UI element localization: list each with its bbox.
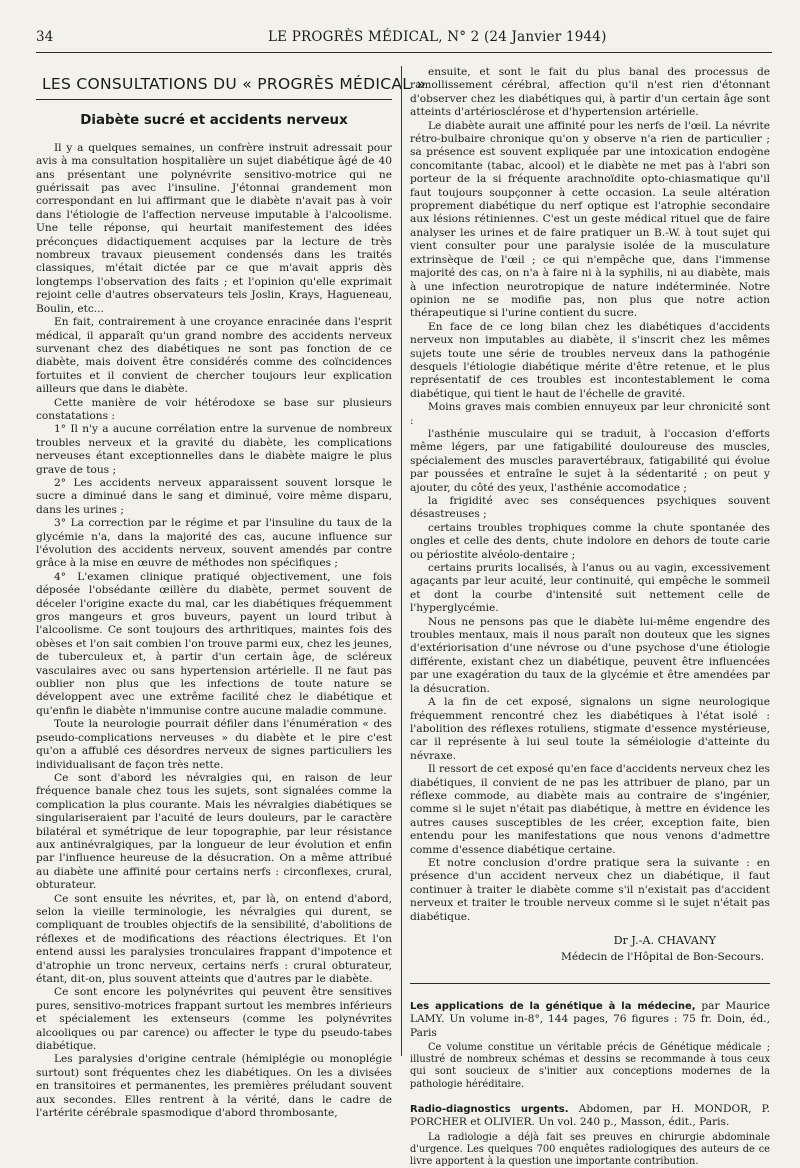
paragraph: En fait, contrairement à une croyance enracinée dans l'esprit médical, il apparaît qu'un grand nombre des accidents nerveux survenant chez des diabétiques ne sont pas fonction de ce diabète, mais doivent être considérés comme des coïncidences fortuites et il convient de chercher toujours leur explication ailleurs que dans le diabète. (36, 316, 392, 396)
paragraph: la frigidité avec ses conséquences psychiques souvent désastreuses ; (410, 495, 770, 521)
paragraph: En face de ce long bilan chez les diabétiques d'accidents nerveux non imputables au diabète, il s'inscrit chez les mêmes sujets toute une série de troubles nerveux dans la pathogénie desquels l'étiologie diabétique mérite d'être retenue, et le plus représentatif de ces troubles est incontestablement le coma diabétique, qui tient le haut de l'échelle de gravité. (410, 320, 770, 400)
paragraph: Et notre conclusion d'ordre pratique sera la suivante : en présence d'un accident nerveux chez un diabétique, il faut continuer à traiter le diabète comme s'il n'existait pas d'accident nerveux et traiter le trouble nerveux comme si le sujet n'était pas diabétique. (410, 856, 770, 923)
paragraph: Nous ne pensons pas que le diabète lui-même engendre des troubles mentaux, mais il nous paraît non douteux que les signes d'extériorisation d'une névrose ou d'une psychose d'une étiologie différente, existant chez un diabétique, peuvent être influencées par une exagération du taux de la glycémie et être amendées par la désucration. (410, 615, 770, 695)
journal-title: LE PROGRÈS MÉDICAL, N° 2 (24 Janvier 1944) (268, 29, 607, 45)
paragraph: Ce sont encore les polynévrites qui peuvent être sensitives pures, sensitivo-motrices frappant surtout les membres inférieurs et spécialement les extenseurs (comme les polynévrites alcooliques ou par carence) ou affecter le type du pseudo-tabes diabétique. (36, 986, 392, 1053)
signature-block (410, 934, 770, 965)
book-details: par Maurice LAMY. Un volume in-8°, 144 pages, 76 figures : 75 fr. Doin, éd., Paris (410, 999, 770, 1039)
bibliography-entry (410, 1000, 770, 1091)
paragraph: Moins graves mais combien ennuyeux par leur chronicité sont : (410, 401, 770, 427)
book-details: Abdomen, par H. MONDOR, P. PORCHER et OLIVIER. Un vol. 240 p., Masson, édit., Paris. (410, 1102, 771, 1129)
paragraph: A la fin de cet exposé, signalons un signe neurologique fréquemment rencontré chez les diabétiques à l'état isolé : l'abolition des réflexes rotuliens, stigmate d'essence mystérieuse, car il représente à lui seul toute la séméiologie d'atteinte du névraxe. (410, 696, 770, 762)
bibliography-rule (410, 983, 770, 984)
book-description: Ce volume constitue un véritable précis de Génétique médicale ; illustré de nombreux schémas et dessins se recommande à tous ceux qui sont soucieux de s'initier aux conceptions modernes de la pathologie héréditaire. (410, 1042, 770, 1090)
column-divider (401, 66, 402, 1056)
author-affiliation: Médecin de l'Hôpital de Bon-Secours. (560, 951, 764, 964)
header-rule (36, 52, 772, 53)
paragraph: 4° L'examen clinique pratiqué objectivement, une fois déposée l'obsédante œillère du diabète, permet souvent de déceler l'origine exacte du mal, car les diabétiques fréquemment gros mangeurs et gros buveurs, payent un lourd tribut à l'alcoolisme. Ce sont toujours des arthritiques, maintes fois des obèses et l'on sait combien l'on trouve parmi eux, chez les jeunes, de tuberculeux et, à partir d'un certain âge, de scléreux vasculaires avec ou sans hypertension artérielle. Il ne faut pas oublier non plus que les infections de toute nature se développent avec une extrême facilité chez le diabétique et qu'enfin le diabète n'immunise contre aucune maladie commune. (36, 570, 392, 717)
paragraph: Les paralysies d'origine centrale (hémiplégie ou monoplégie surtout) sont fréquentes chez les diabétiques. On les a divisées en transitoires et permanentes, les premières préludant souvent aux secondes. Elles rentrent à la vérité, dans le cadre de l'artérite cérébrale spasmodique d'abord thrombosante, (36, 1053, 392, 1120)
book-title: Radio-diagnostics urgents. (410, 1103, 569, 1115)
paragraph: Il ressort de cet exposé qu'en face d'accidents nerveux chez les diabétiques, il convient de ne pas les attribuer de plano, par un réflexe commode, au diabète mais au contraire de s'ingénier, comme si le sujet n'était pas diabétique, à mettre en évidence les autres causes susceptibles de les créer, exception faite, bien entendu pour les manifestations que nous venons d'admettre comme d'essence diabétique certaine. (410, 763, 770, 856)
bibliography-heading (410, 1103, 770, 1130)
section-rule (36, 99, 392, 100)
book-description: La radiologie a déjà fait ses preuves en chirurgie abdominale d'urgence. Les quelques 700 enquêtes radiologiques des auteurs de ce livre apportent à la question une importante contribution. (410, 1131, 770, 1168)
paragraph: ensuite, et sont le fait du plus banal des processus de ramollissement cérébral, affection qu'il n'est rien d'étonnant d'observer chez les diabétiques qui, à partir d'un certain âge sont atteints d'artériosclérose et d'hypertension artérielle. (410, 66, 770, 119)
article-title: Diabète sucré et accidents nerveux (80, 113, 348, 129)
paragraph: Toute la neurologie pourrait défiler dans l'énumération « des pseudo-complications nerveuses » du diabète et le pire c'est qu'on a affublé ces désordres nerveux de signes particuliers les individualisant de façon très nette. (36, 718, 392, 771)
left-paragraphs (36, 142, 392, 1121)
paragraph: certains prurits localisés, à l'anus ou au vagin, excessivement agaçants par leur acuité, leur continuité, qui empêche le sommeil et dont la courbe d'intensité suit nettement celle de l'hyperglycémie. (410, 562, 770, 615)
paragraph: Cette manière de voir hétérodoxe se base sur plusieurs constatations : (36, 396, 392, 422)
paragraph: l'asthénie musculaire qui se traduit, à l'occasion d'efforts même légers, par une fatigabilité douloureuse des muscles, spécialement des muscles paravertébraux, fatigabilité qui évolue par poussées et entraîne le sujet à la sédentarité ; on peut y ajouter, du côté des yeux, l'asthénie accomodatice ; (410, 427, 770, 494)
right-column (410, 66, 771, 1168)
paragraph: Le diabète aurait une affinité pour les nerfs de l'œil. La névrite rétro-bulbaire chronique qu'on y observe n'a rien de particulier ; sa présence est souvent expliquée par une intoxication endogène concomitante (tabac, alcool) et le diabète ne met pas à l'abri son porteur de la si fréquente arachnoïdite opto-chiasmatique qu'il faut toujours soupçonner à cette occasion. La seule altération proprement diabétique du nerf optique est l'atrophie secondaire aux lésions rétiniennes. C'est un geste médical rituel que de faire analyser les urines et de faire pratiquer un B.-W. à tout sujet qui vient consulter pour une paralysie isolée de la musculature extrinsèque de l'œil ; ce qui n'empêche que, dans l'immense majorité des cas, on n'a à faire ni à la syphilis, ni au diabète, mais à une infection neurotropique de nature indéterminée. Notre opinion ne se modifie pas, non plus que notre action thérapeutique si l'urine contient du sucre. (410, 119, 770, 320)
author-name: Dr J.-A. CHAVANY (613, 934, 716, 947)
bibliography-entry (410, 1103, 770, 1168)
paragraph: Il y a quelques semaines, un confrère instruit adressait pour avis à ma consultation hospitalière un sujet diabétique âgé de 40 ans présentant une polynévrite sensitivo-motrice qui ne guérissait pas avec l'insuline. J'étonnai grandement mon correspondant en lui affirmant que le diabète n'avait pas à voir dans l'étiologie de l'affection nerveuse imputable à l'alcoolisme. Une telle réponse, qui heurtait manifestement des idées préconçues didactiquement acquises par la lecture de très nombreux travaux pieusement condensés dans les traités classiques, m'était dictée par ce que m'avait appris dès longtemps l'observation des faits ; et l'opinion qu'elle exprimait rejoint celle d'autres observateurs tels Joslin, Krays, Hagueneau, Boulin, etc... (36, 141, 392, 315)
paragraph: Ce sont d'abord les névralgies qui, en raison de leur fréquence banale chez tous les sujets, sont signalées comme la complication la plus courante. Mais les névralgies diabétiques se singulariseraient par l'acuité de leurs douleurs, par le caractère bilatéral et symétrique de leur topographie, par leur résistance aux antinévralgiques, par la longueur de leur évolution et enfin par l'influence heureuse de la désucration. On a même attribué au diabète une affinité pour certains nerfs : circonflexes, crural, obturateur. (36, 771, 392, 892)
page-number: 34 (36, 29, 54, 45)
paragraph: Ce sont ensuite les névrites, et, par là, on entend d'abord, selon la vieille terminologie, les névralgies qui durent, se compliquant de troubles objectifs de la sensibilité, d'abolitions de réflexes et de modifications des réactions électriques. Et l'on entend aussi les paralysies tronculaires frappant d'impotence et d'atrophie un tronc nerveux, certains nerfs : crural obturateur, étant, dit-on, plus souvent atteints que d'autres par le diabète. (36, 892, 392, 985)
paragraph: certains troubles trophiques comme la chute spontanée des ongles et celle des dents, chute indolore en dehors de toute carie ou périostite alvéolo-dentaire ; (410, 521, 770, 561)
paragraph: 2° Les accidents nerveux apparaissent souvent lorsque le sucre a diminué dans le sang et diminué, voire même disparu, dans les urines ; (36, 476, 392, 516)
paragraph: 1° Il n'y a aucune corrélation entre la survenue de nombreux troubles nerveux et la gravité du diabète, les complications nerveuses étant exceptionnelles dans le diabète maigre le plus grave de tous ; (36, 423, 392, 476)
right-paragraphs (410, 66, 770, 924)
section-title: LES CONSULTATIONS DU « PROGRÈS MÉDICAL » (42, 75, 427, 93)
left-column (36, 66, 427, 1120)
paragraph: 3° La correction par le régime et par l'insuline du taux de la glycémie n'a, dans la majorité des cas, aucune influence sur l'évolution des accidents nerveux, souvent amendés par contre grâce à la mise en œuvre de méthodes non spécifiques ; (36, 517, 392, 570)
book-title: Les applications de la génétique à la médecine, (410, 1000, 696, 1012)
bibliography-heading (410, 1000, 770, 1040)
